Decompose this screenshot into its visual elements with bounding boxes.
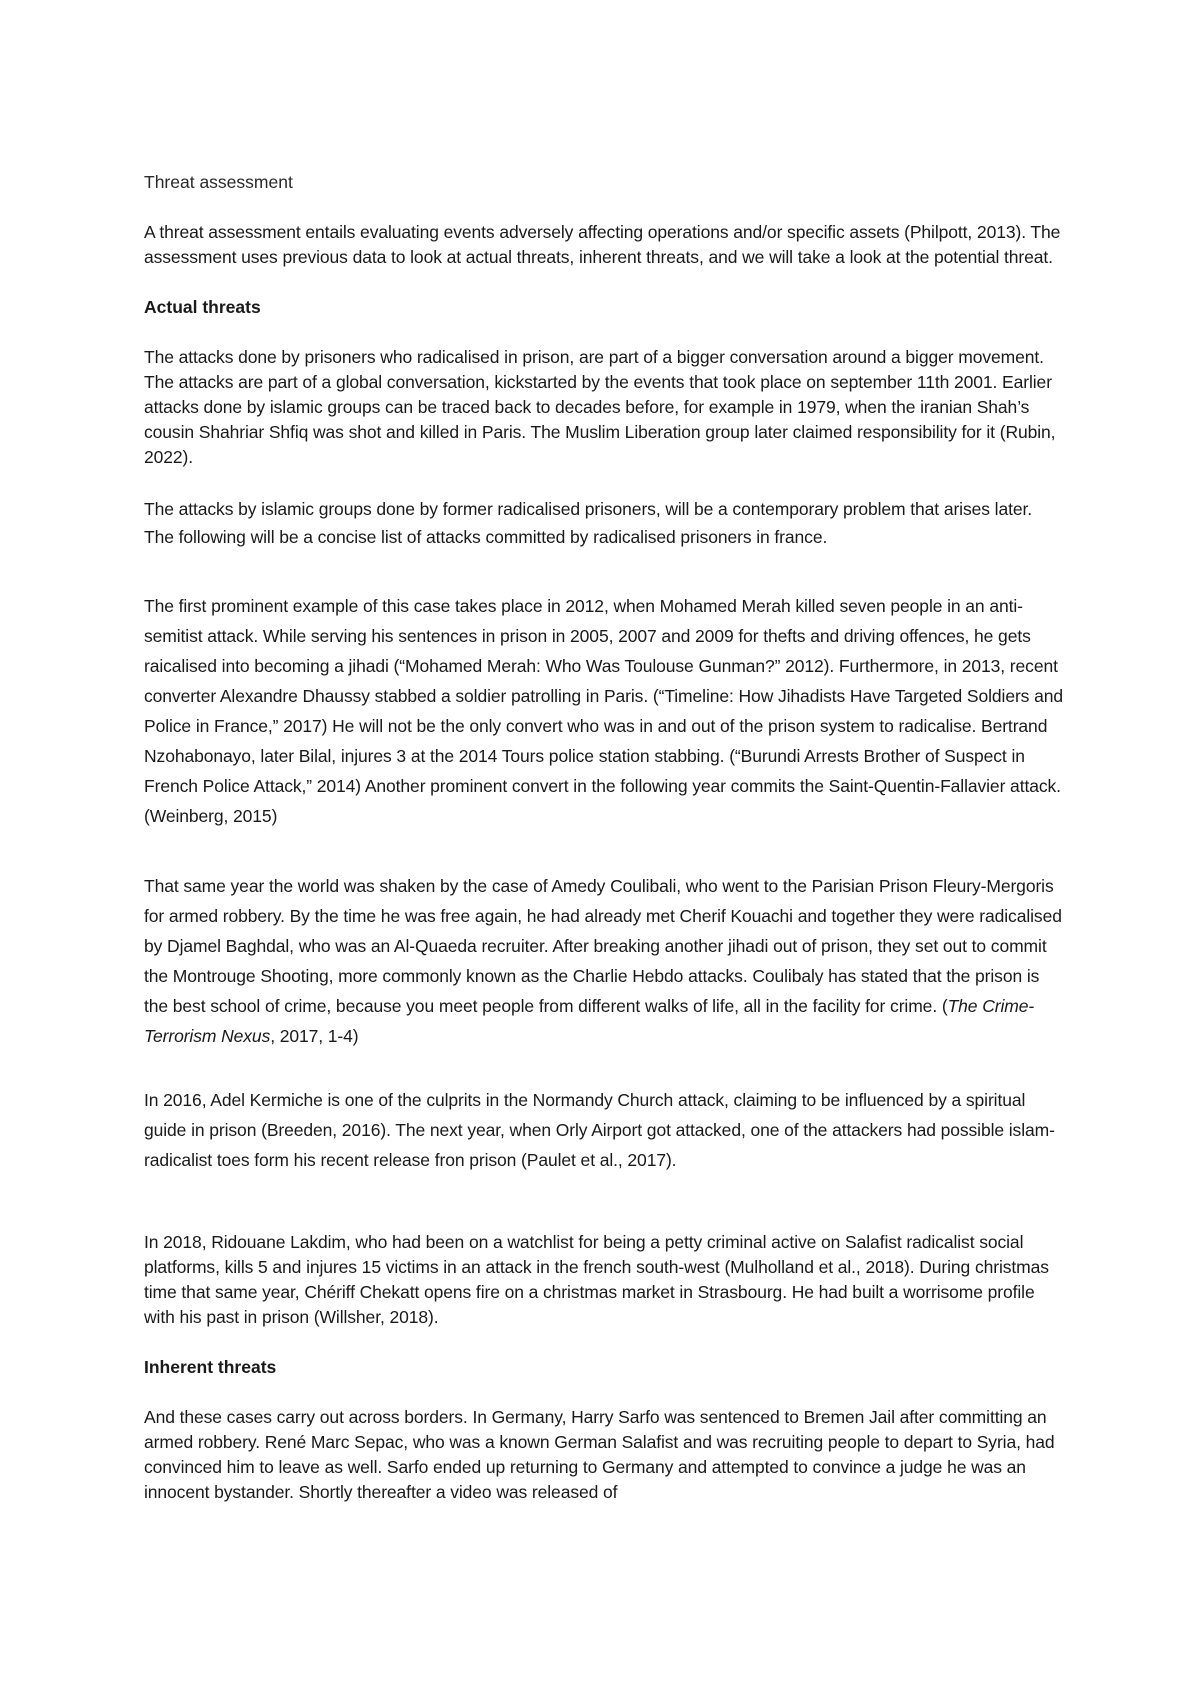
paragraph-4-citation-end: , 2017, 1-4) (270, 1026, 359, 1046)
actual-threats-heading: Actual threats (144, 297, 261, 317)
actual-threats-paragraph-1: The attacks done by prisoners who radicalised in prison, are part of a bigger conversation around a bigger movement. The attacks are part of a global conversation, kickstarted by the events that took place on september 11th 2001. Earlier attacks done by islamic groups can be traced back to decades before, for example in 1979, when the iranian Shah’s cousin Shahriar Shfiq was shot and killed in Paris. The Muslim Liberation group later claimed responsibility for it (Rubin, 2022). (144, 347, 1056, 467)
inherent-threats-paragraph-1: And these cases carry out across borders. In Germany, Harry Sarfo was sentenced to Bremen Jail after committing an armed robbery. René Marc Sepac, who was a known German Salafist and was recruiting people to depart to Syria, had convinced him to leave as well. Sarfo ended up returning to Germany and attempted to convince a judge he was an innocent bystander. Shortly thereafter a video was released of (144, 1407, 1055, 1502)
inherent-threats-heading: Inherent threats (144, 1357, 277, 1377)
actual-threats-paragraph-5: In 2016, Adel Kermiche is one of the culprits in the Normandy Church attack, claiming to be influenced by a spiritual guide in prison (Breeden, 2016). The next year, when Orly Airport got attacked, one of the attackers had possible islam-radicalist toes form his recent release fron prison (Paulet et al., 2017). (144, 1090, 1055, 1170)
actual-threats-paragraph-3: The first prominent example of this case takes place in 2012, when Mohamed Merah killed seven people in an anti-semitist attack. While serving his sentences in prison in 2005, 2007 and 2009 for thefts and driving offences, he gets raicalised into becoming a jihadi (“Mohamed Merah: Who Was Toulouse Gunman?” 2012). Furthermore, in 2013, recent converter Alexandre Dhaussy stabbed a soldier patrolling in Paris. (“Timeline: How Jihadists Have Targeted Soldiers and Police in France,” 2017) He will not be the only convert who was in and out of the prison system to radicalise. Bertrand Nzohabonayo, later Bilal, injures 3 at the 2014 Tours police station stabbing. (“Burundi Arrests Brother of Suspect in French Police Attack,” 2014) Another prominent convert in the following year commits the Saint-Quentin-Fallavier attack. (Weinberg, 2015) (144, 596, 1063, 826)
actual-threats-paragraph-6: In 2018, Ridouane Lakdim, who had been on a watchlist for being a petty criminal active on Salafist radicalist social platforms, kills 5 and injures 15 victims in an attack in the french south-west (Mulholland et al., 2018). During christmas time that same year, Chériff Chekatt opens fire on a christmas market in Strasbourg. He had built a worrisome profile with his past in prison (Willsher, 2018). (144, 1232, 1049, 1327)
paragraph-4-italic-title: The Crime-Terrorism Nexus (144, 996, 1035, 1046)
paragraph-4-text: That same year the world was shaken by the case of Amedy Coulibali, who went to the Parisian Prison Fleury-Mergoris for armed robbery. By the time he was free again, he had already met Cherif Kouachi and together they were radicalised by Djamel Baghdal, who was an Al-Quaeda recruiter. After breaking another jihadi out of prison, they set out to commit the Montrouge Shooting, more commonly known as the Charlie Hebdo attacks. Coulibaly has stated that the prison is the best school of crime, because you meet people from different walks of life, all in the facility for crime. ( (144, 876, 1062, 1016)
actual-threats-paragraph-2: The attacks by islamic groups done by former radicalised prisoners, will be a contemporary problem that arises later. The following will be a concise list of attacks committed by radicalised prisoners in france. (144, 499, 1033, 547)
actual-threats-paragraph-4 (144, 871, 1064, 1051)
intro-paragraph: A threat assessment entails evaluating events adversely affecting operations and/or specific assets (Philpott, 2013). The assessment uses previous data to look at actual threats, inherent threats, and we will take a look at the potential threat. (144, 222, 1061, 267)
document-title: Threat assessment (144, 172, 293, 192)
document-page (144, 170, 1064, 1505)
